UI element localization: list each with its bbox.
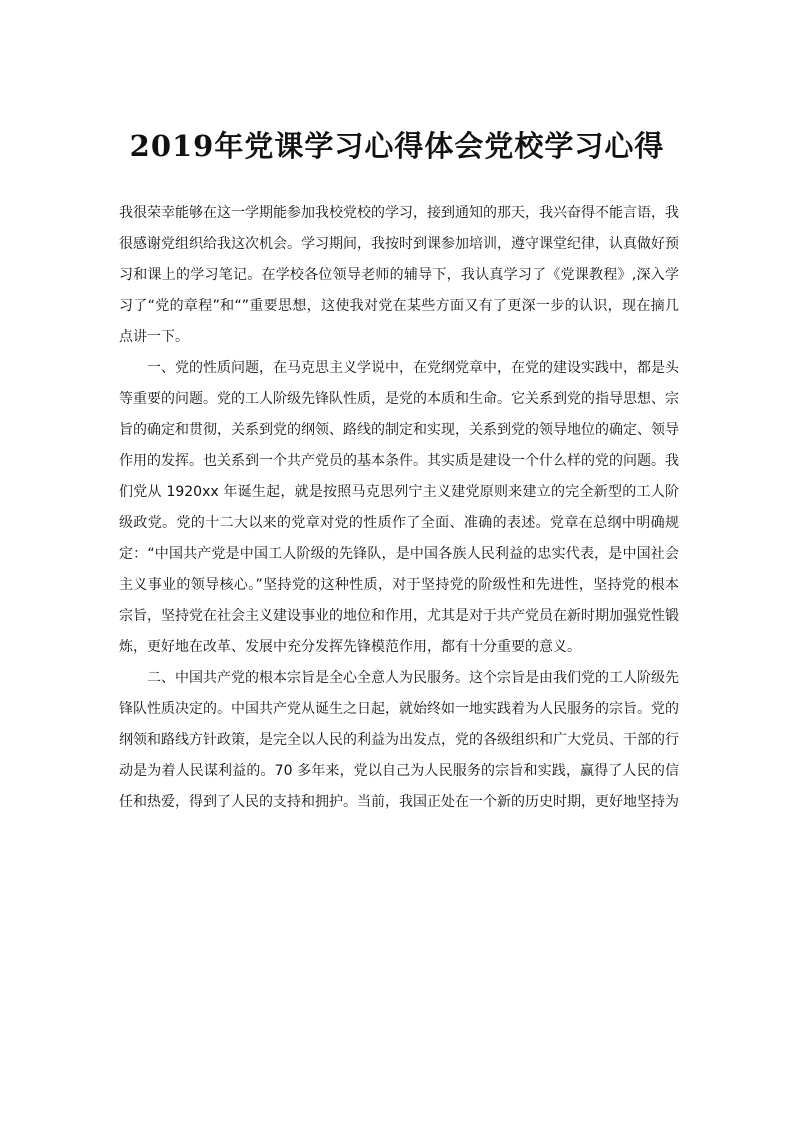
section-one-paragraph: 一、党的性质问题，在马克思主义学说中，在党纲党章中，在党的建设实践中，都是头等重要的问题。党的工人阶级先锋队性质，是党的本质和生命。它关系到党的指导思想、宗旨的确定和贯彻，关系到党的纲领、路线的制定和实现，关系到党的领导地位的确定、领导作用的发挥。也关系到一个共产党员的基本条件。其实质是建设一个什么样的党的问题。我们党从 1920xx 年诞生起，就是按照马克思列宁主义建党原则来建立的完全新型的工人阶级政党。党的十二大以来的党章对党的性质作了全面、准确的表述。党章在总纲中明确规定：“中国共产党是中国工人阶级的先锋队，是中国各族人民利益的忠实代表，是中国社会主义事业的领导核心。”坚持党的这种性质，对于坚持党的阶级性和先进性，坚持党的根本宗旨，坚持党在社会主义建设事业的地位和作用，尤其是对于共产党员在新时期加强党性锻炼，更好地在改革、发展中充分发挥先锋模范作用，都有十分重要的意义。 (119, 360, 679, 655)
document-body (119, 198, 679, 818)
section-two-paragraph: 二、中国共产党的根本宗旨是全心全意人为民服务。这个宗旨是由我们党的工人阶级先锋队性质决定的。中国共产党从诞生之日起，就始终如一地实践着为人民服务的宗旨。党的纲领和路线方针政策，是完全以人民的利益为出发点，党的各级组织和广大党员、干部的行动是为着人民谋利益的。70 多年来，党以自己为人民服务的宗旨和实践，赢得了人民的信任和热爱，得到了人民的支持和拥护。当前，我国正处在一个新的历史时期，更好地坚持为 (119, 670, 679, 810)
document-title: 2019年党课学习心得体会党校学习心得 (129, 129, 665, 163)
intro-paragraph: 我很荣幸能够在这一学期能参加我校党校的学习，接到通知的那天，我兴奋得不能言语，我很感谢党组织给我这次机会。学习期间，我按时到课参加培训，遵守课堂纪律，认真做好预习和课上的学习笔记。在学校各位领导老师的辅导下，我认真学习了《党课教程》,深入学习了“党的章程”和“”重要思想，这使我对党在某些方面又有了更深一步的认识，现在摘几点讲一下。 (119, 205, 679, 345)
